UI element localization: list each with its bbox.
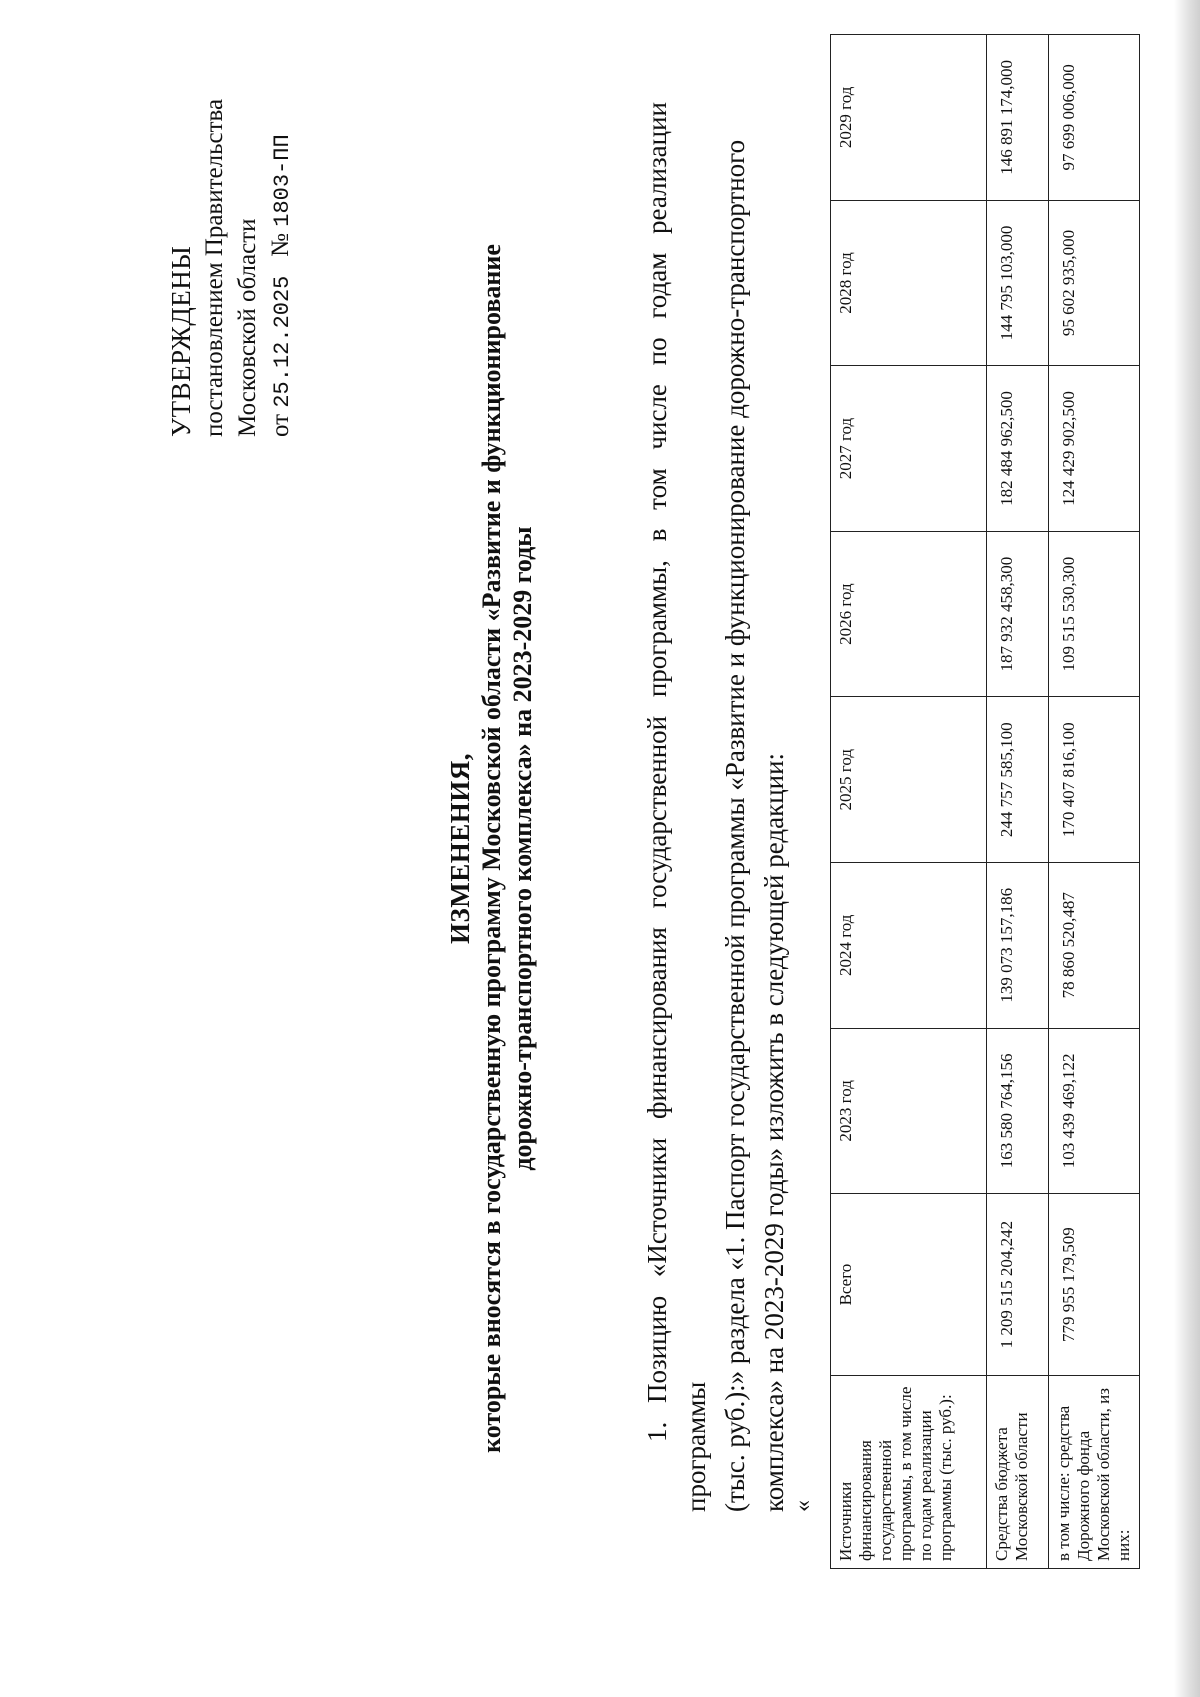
header-2024: 2024 год bbox=[831, 862, 987, 1028]
cell-2025: 244 757 585,100 bbox=[987, 697, 1049, 863]
cell-2024: 78 860 520,487 bbox=[1049, 862, 1140, 1028]
header-2029: 2029 год bbox=[831, 35, 987, 201]
heading-title: ИЗМЕНЕНИЯ, bbox=[445, 753, 475, 945]
cell-2024: 139 073 157,186 bbox=[987, 862, 1049, 1028]
cell-2028: 95 602 935,000 bbox=[1049, 200, 1140, 366]
paragraph-line-2: (тыс. руб.):» раздела «1. Паспорт государственной программы «Развитие и функционирование дорожно-транспортного bbox=[720, 139, 750, 1512]
header-2028: 2028 год bbox=[831, 200, 987, 366]
cell-2027: 124 429 902,500 bbox=[1049, 366, 1140, 532]
table-row bbox=[1049, 35, 1140, 1569]
cell-2029: 146 891 174,000 bbox=[987, 35, 1049, 201]
table-header-row bbox=[831, 35, 987, 1569]
cell-2026: 109 515 530,300 bbox=[1049, 531, 1140, 697]
approval-date-line bbox=[264, 37, 299, 437]
approval-number: 1803-ПП bbox=[270, 134, 295, 227]
financing-table bbox=[830, 34, 1140, 1569]
approval-line-2: Московской области bbox=[234, 218, 261, 437]
document-heading bbox=[445, 0, 538, 1697]
number-prefix: № bbox=[267, 233, 294, 257]
cell-2027: 182 484 962,500 bbox=[987, 366, 1049, 532]
cell-2028: 144 795 103,000 bbox=[987, 200, 1049, 366]
approval-title: УТВЕРЖДЕНЫ bbox=[166, 245, 196, 437]
header-2026: 2026 год bbox=[831, 531, 987, 697]
cell-2026: 187 932 458,300 bbox=[987, 531, 1049, 697]
open-quote: « bbox=[790, 1500, 816, 1512]
row-label: в том числе: средства Дорожного фонда Московской области, из них: bbox=[1049, 1376, 1140, 1569]
paragraph-line-3: комплекса» на 2023-2029 годы» изложить в следующей редакции: bbox=[759, 752, 789, 1512]
heading-line-2: дорожно-транспортного комплекса» на 2023-2029 годы bbox=[508, 526, 537, 1171]
cell-2025: 170 407 816,100 bbox=[1049, 697, 1140, 863]
heading-line-1: которые вносятся в государственную программу Московской области «Развитие и функционирование bbox=[477, 244, 506, 1453]
paragraph-line-1: 1. Позицию «Источники финансирования государственной программы, в том числе по годам реализации программы bbox=[642, 102, 711, 1512]
approval-date: 25.12.2025 bbox=[270, 275, 295, 408]
row-label: Средства бюджета Московской области bbox=[987, 1376, 1049, 1569]
header-2023: 2023 год bbox=[831, 1028, 987, 1194]
cell-2023: 103 439 469,122 bbox=[1049, 1028, 1140, 1194]
header-2025: 2025 год bbox=[831, 697, 987, 863]
header-total: Всего bbox=[831, 1194, 987, 1376]
cell-2029: 97 699 006,000 bbox=[1049, 35, 1140, 201]
cell-2023: 163 580 764,156 bbox=[987, 1028, 1049, 1194]
approval-block bbox=[165, 37, 299, 437]
header-2027: 2027 год bbox=[831, 366, 987, 532]
amendment-paragraph bbox=[638, 102, 794, 1512]
cell-total: 779 955 179,509 bbox=[1049, 1194, 1140, 1376]
cell-total: 1 209 515 204,242 bbox=[987, 1194, 1049, 1376]
date-prefix: от bbox=[267, 413, 294, 437]
header-sources: Источники финансирования государственной программы, в том числе по годам реализации программы (тыс. руб.): bbox=[831, 1376, 987, 1569]
table-row bbox=[987, 35, 1049, 1569]
approval-line-1: постановлением Правительства bbox=[201, 98, 228, 437]
